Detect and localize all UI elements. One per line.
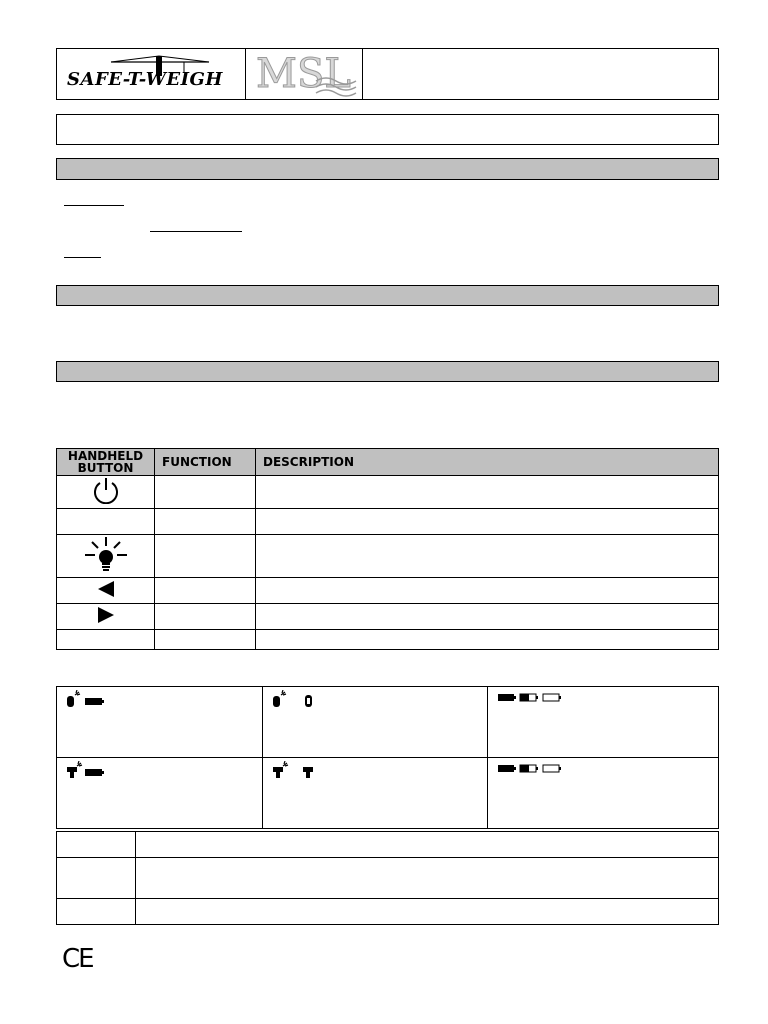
table-row <box>57 509 719 535</box>
button-cell <box>57 578 155 604</box>
msl-logo <box>246 49 363 99</box>
safe-t-weigh-logo <box>57 49 246 99</box>
table-row <box>57 630 719 650</box>
signal-battery-outline-icon <box>271 690 321 708</box>
right-arrow-icon <box>96 607 116 623</box>
table-row <box>57 758 719 829</box>
handheld-buttons-table <box>56 448 719 650</box>
waves-icon <box>314 75 358 97</box>
indicator-cell <box>488 758 719 829</box>
section-heading-bar <box>56 361 719 382</box>
table-header-row <box>57 449 719 476</box>
table-row <box>57 535 719 578</box>
indicator-cell <box>488 687 719 758</box>
table-row <box>57 604 719 630</box>
table-row <box>57 832 719 858</box>
section-heading-bar <box>56 285 719 306</box>
document-title-box <box>56 114 719 145</box>
table-row <box>57 687 719 758</box>
button-cell <box>57 535 155 578</box>
table-row <box>57 476 719 509</box>
underlined-heading <box>64 205 124 206</box>
msl-logo-text: MSL <box>256 51 351 97</box>
indicator-cell <box>263 687 488 758</box>
section-heading-bar <box>56 158 719 180</box>
button-cell <box>57 476 155 509</box>
column-header: DESCRIPTION <box>256 449 719 476</box>
indicator-cell <box>57 758 263 829</box>
column-header: HANDHELD BUTTON <box>57 449 155 476</box>
battery-levels-icon <box>496 691 566 705</box>
signal-plug-outline-icon <box>271 761 321 779</box>
underlined-heading <box>64 257 101 258</box>
underlined-heading <box>150 231 242 232</box>
legend-table <box>56 831 719 925</box>
table-row <box>57 899 719 925</box>
signal-plug-icon <box>65 761 107 779</box>
table-row <box>57 858 719 899</box>
button-cell <box>57 604 155 630</box>
signal-battery-icon <box>65 690 107 708</box>
battery-levels-icon <box>496 762 566 776</box>
column-header: FUNCTION <box>155 449 256 476</box>
indicator-cell <box>57 687 263 758</box>
indicator-cell <box>263 758 488 829</box>
logo-header <box>56 48 719 100</box>
left-arrow-icon <box>96 581 116 597</box>
ce-mark: CE <box>62 944 93 974</box>
logo-text: SAFE-T-WEIGH <box>67 69 223 90</box>
light-bulb-icon <box>83 535 129 573</box>
header-title-cell <box>363 49 718 99</box>
table-row <box>57 578 719 604</box>
power-icon <box>90 476 122 504</box>
indicator-icons-table <box>56 686 719 829</box>
